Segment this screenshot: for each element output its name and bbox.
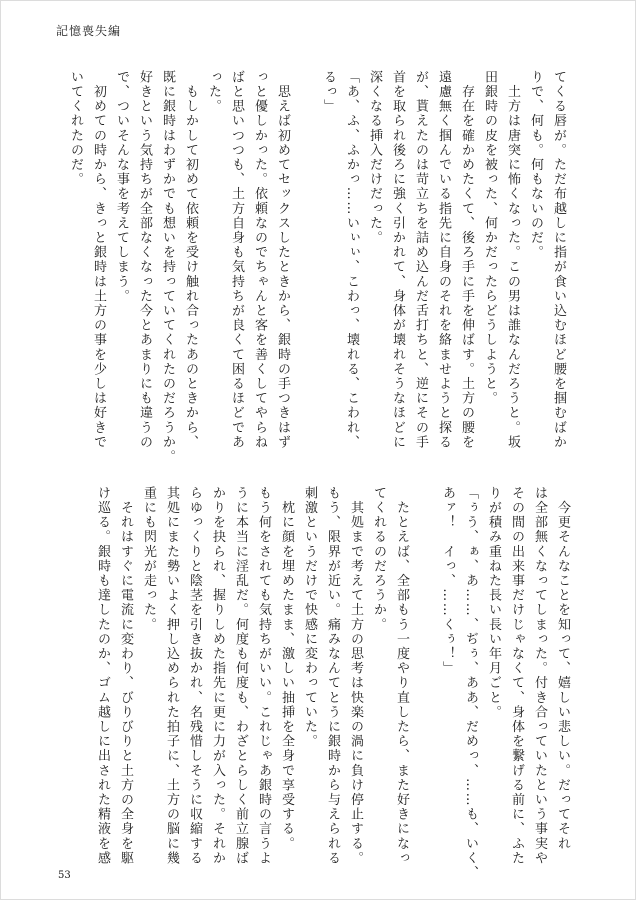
text-line: 其処にまた勢いよく押し込められた拍子に、土方の脳に幾 <box>164 486 179 866</box>
text-line: うに本当に淫乱だ。何度も何度も、わざとらしく前立腺ば <box>233 486 248 866</box>
text-line: 土方は唐突に怖くなった。この男は誰なんだろうと。坂 <box>505 70 520 450</box>
text-line: った。 <box>206 70 221 114</box>
text-line: もう何をされても気持ちがいい。これじゃあ銀時の言うよ <box>256 486 271 866</box>
text-line: もしかして初めて依頼を受け触れ合ったあのときから、 <box>183 70 198 450</box>
text-line: は全部無くなってしまった。付き合っていたという事実や <box>532 486 547 866</box>
text-line: るっ」 <box>321 70 336 114</box>
chapter-title: 記憶喪失編 <box>56 24 122 38</box>
upper-text-block <box>64 70 570 465</box>
lower-text-block <box>91 486 574 881</box>
text-line: あァ！ イっ、……くぅ！」 <box>440 486 455 676</box>
text-line: 其処まで考えて土方の思考は快楽の渦に負け停止する。 <box>348 486 363 866</box>
text-line: 枕に顔を埋めたまま、激しい抽挿を全身で享受する。 <box>279 486 294 851</box>
text-line: 首を取られ後ろに強く引かれて、身体が壊れそうなほどに <box>390 70 405 450</box>
text-line: け巡る。銀時も達したのか、ゴム越しに出された精液を感 <box>95 486 110 866</box>
text-line: たとえば、全部もう一度やり直したら、また好きになっ <box>394 486 409 866</box>
text-line: てくれるのだろうか。 <box>371 486 386 632</box>
text-line: いてくれたのだ。 <box>68 70 83 187</box>
text-line: 遠慮無く掴んでいる指先に自身のそれを絡ませようと探る <box>436 70 451 450</box>
text-line: らゆっくりと陰茎を引き抜かれ、名残惜しそうに収縮する <box>187 486 202 866</box>
text-line: っと優しかった。依頼なのでちゃんと客を善くしてやらね <box>252 70 267 450</box>
text-line: 初めての時から、きっと銀時は土方の事を少しは好きで <box>91 70 106 450</box>
text-line: 今更そんなことを知って、嬉しい悲しい。だってそれ <box>555 486 570 851</box>
text-line: 重にも閃光が走った。 <box>141 486 156 632</box>
text-line: もう、限界が近い。痛みなんてとうに銀時から与えられる <box>325 486 340 866</box>
text-line: 既に銀時はわずかでも想いを持っていてくれたのだろうか。 <box>160 70 175 465</box>
page-number: 53 <box>58 870 71 881</box>
text-line: 深くなる挿入だけだった。 <box>367 70 382 246</box>
text-line: かりを抉られ、握りしめた指先に更に力が入った。それか <box>210 486 225 866</box>
text-line: で、ついそんな事を考えてしまう。 <box>114 70 129 304</box>
text-line: 存在を確かめたくて、後ろ手に手を伸ばす。土方の腰を <box>459 70 474 450</box>
text-line: りで、何も。何もないのだ。 <box>528 70 543 260</box>
text-line: 思えば初めてセックスしたときから、銀時の手つきはず <box>275 70 290 450</box>
text-line: 田銀時の皮を被った、何かだったらどうしようと。 <box>482 70 497 406</box>
text-line: 「あ、ふ、ふかっ……いぃぃ、こわっ、壊れる、こわれ、 <box>344 70 359 450</box>
text-line: 「ぅう、ぁ、あ……、ぢぅ、ああ、だめっ、……も、いく、 <box>463 486 478 881</box>
text-line: その間の出来事だけじゃなくて、身体を繋げる前に、ふた <box>509 486 524 866</box>
text-line: それはすぐに電流に変わり、びりびりと土方の全身を駆 <box>118 486 133 866</box>
text-line: が、貰えたのは苛立ちを詰め込んだ舌打ちと、逆にその手 <box>413 70 428 450</box>
text-line: ばと思いつつも、土方自身も気持ちが良くて困るほどであ <box>229 70 244 450</box>
text-line: てくる唇が。ただ布越しに指が食い込むほど腰を掴むばか <box>551 70 566 450</box>
text-line <box>294 70 317 465</box>
text-line: 好きという気持ちが全部なくなった今とあまりにも違うの <box>137 70 152 450</box>
text-line: 刺激というだけで快感に変わっていた。 <box>302 486 317 749</box>
text-line: りが積み重ねた長い長い年月ごと。 <box>486 486 501 720</box>
text-line <box>413 486 436 851</box>
